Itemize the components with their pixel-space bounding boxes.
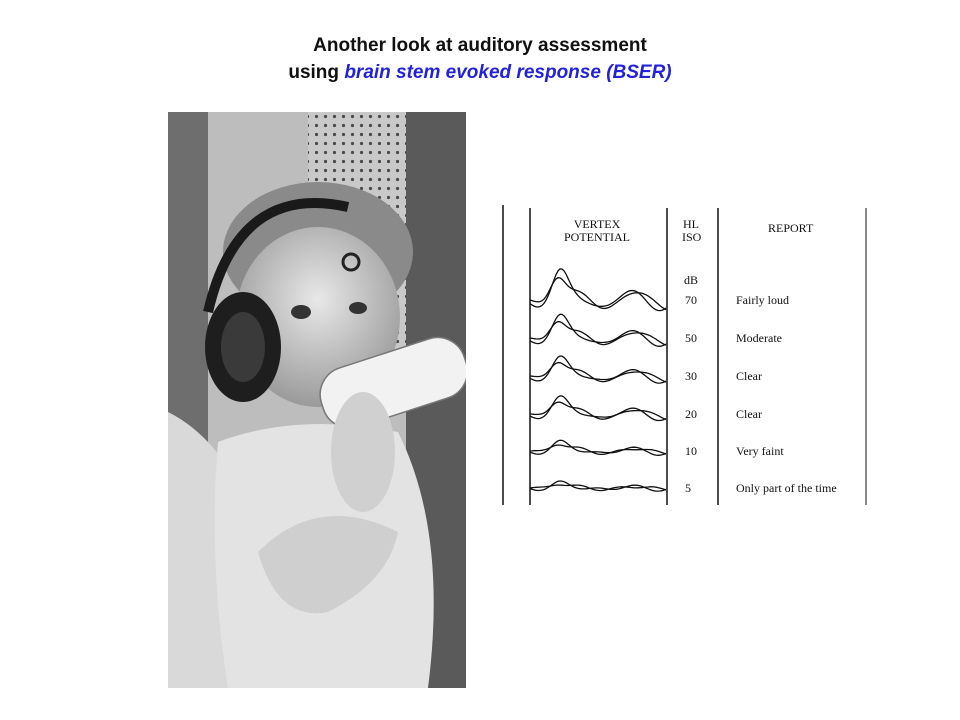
title-line-2	[0, 59, 960, 86]
waveform-5db-2	[530, 481, 666, 491]
hl-level-70: 70	[685, 293, 697, 307]
waveform-50db-2	[530, 314, 666, 346]
hl-level-50: 50	[685, 331, 697, 345]
hl-level-20: 20	[685, 407, 697, 421]
slide-title	[0, 32, 960, 86]
waveform-30db-2	[530, 356, 666, 383]
waveform-70db-2	[530, 269, 666, 311]
report-30: Clear	[736, 369, 762, 383]
report-10: Very faint	[736, 444, 784, 458]
iso-header: ISO	[682, 230, 702, 244]
report-5: Only part of the time	[736, 481, 837, 495]
infant-photo	[168, 112, 466, 688]
db-unit-label: dB	[684, 273, 699, 287]
waveform-70db-1	[530, 278, 666, 310]
hl-level-10: 10	[685, 444, 697, 458]
waveform-10db-2	[530, 440, 666, 455]
vertex-potential-header-2: POTENTIAL	[564, 230, 630, 244]
report-20: Clear	[736, 407, 762, 421]
title-line-1: Another look at auditory assessment	[313, 35, 647, 56]
waveform-20db-2	[530, 396, 666, 421]
title-line-2-prefix: using	[288, 62, 345, 83]
report-70: Fairly loud	[736, 293, 789, 307]
report-header: REPORT	[768, 221, 814, 235]
bser-figure	[500, 190, 875, 515]
waveform-10db-1	[530, 445, 666, 454]
title-highlight: brain stem evoked response (BSER)	[344, 62, 672, 83]
report-50: Moderate	[736, 331, 782, 345]
vertex-potential-header-1: VERTEX	[573, 217, 621, 231]
hl-level-30: 30	[685, 369, 697, 383]
hl-header: HL	[683, 217, 699, 231]
hl-level-5: 5	[685, 481, 691, 495]
